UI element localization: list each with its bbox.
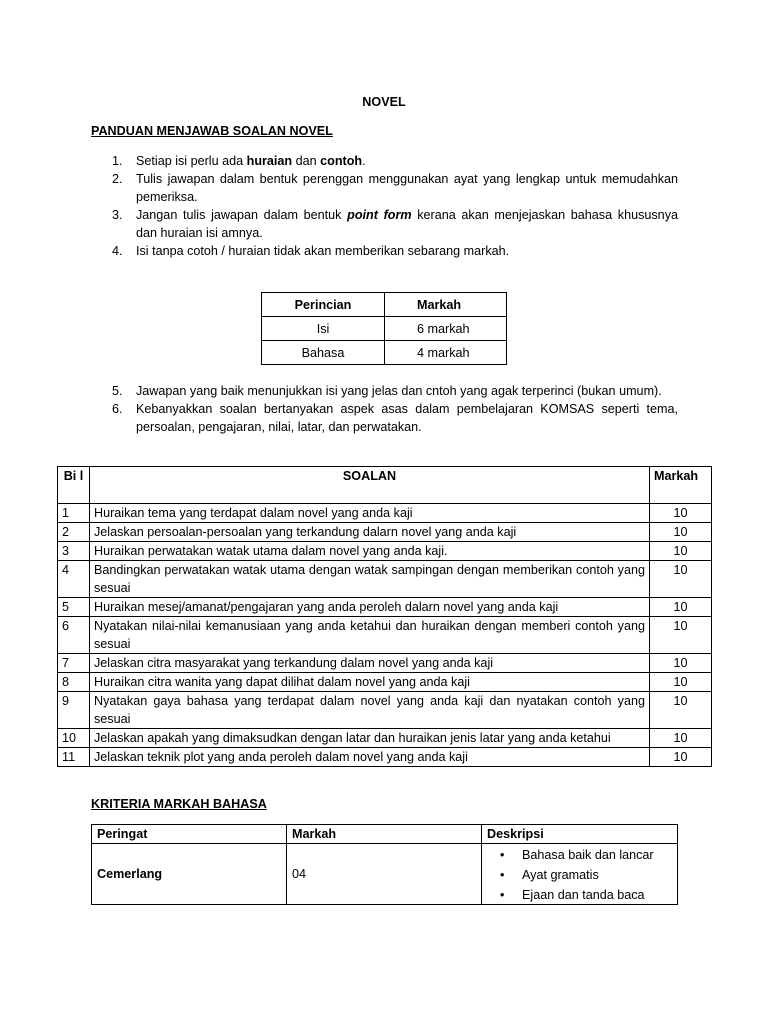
table-cell: Isi xyxy=(262,317,385,341)
table-header-cell: Markah xyxy=(385,293,507,317)
description-list xyxy=(482,844,671,904)
table-row xyxy=(262,317,507,341)
table-row: 3 Huraikan perwatakan watak utama dalam novel yang anda kaji. 10 xyxy=(58,542,712,561)
table-row: 7 Jelaskan citra masyarakat yang terkandung dalam novel yang anda kaji 10 xyxy=(58,654,712,673)
table-header-cell: Bi l xyxy=(58,467,90,504)
list-item: • Bahasa baik dan lancar xyxy=(482,844,671,864)
table-header-cell: Markah xyxy=(287,825,482,844)
marks-table xyxy=(261,292,507,365)
table-row xyxy=(262,341,507,365)
list-item: • Ayat gramatis xyxy=(482,864,671,884)
table-row: 9 Nyatakan gaya bahasa yang terdapat dalam novel yang anda kaji dan nyatakan contoh yang sesuai 10 xyxy=(58,692,712,729)
table-row: 2 Jelaskan persoalan-persoalan yang terkandung dalarn novel yang anda kaji 10 xyxy=(58,523,712,542)
list-item: 5. Jawapan yang baik menunjukkan isi yang jelas dan cntoh yang agak terperinci (bukan umum). xyxy=(112,384,662,398)
table-row: 5 Huraikan mesej/amanat/pengajaran yang anda peroleh dalarn novel yang anda kaji 10 xyxy=(58,598,712,617)
table-header-cell: SOALAN xyxy=(90,467,650,504)
table-cell: 04 xyxy=(287,844,482,905)
criteria-heading: KRITERIA MARKAH BAHASA xyxy=(91,797,267,811)
table-row: 6 Nyatakan nilai-nilai kemanusiaan yang anda ketahui dan huraikan dengan memberi contoh yang sesuai 10 xyxy=(58,617,712,654)
questions-table xyxy=(57,466,712,767)
table-header-row xyxy=(58,467,712,504)
list-item: 6. Kebanyakkan soalan bertanyakan aspek asas dalam pembelajaran KOMSAS seperti tema, persoalan, pengajaran, nilai, latar, dan perwatakan. xyxy=(112,402,678,434)
guide-list-continued xyxy=(112,382,678,436)
criteria-table xyxy=(91,824,678,905)
table-cell xyxy=(482,844,678,905)
list-item: • Ejaan dan tanda baca xyxy=(482,884,671,904)
table-cell: Cemerlang xyxy=(92,844,287,905)
guide-heading: PANDUAN MENJAWAB SOALAN NOVEL xyxy=(91,124,333,138)
table-header-cell: Markah xyxy=(650,467,712,504)
table-row: 1 Huraikan tema yang terdapat dalam novel yang anda kaji 10 xyxy=(58,504,712,523)
table-header-cell: Deskripsi xyxy=(482,825,678,844)
table-row: 8 Huraikan citra wanita yang dapat dilihat dalam novel yang anda kaji 10 xyxy=(58,673,712,692)
list-item: 2. Tulis jawapan dalam bentuk perenggan menggunakan ayat yang lengkap untuk memudahkan pemeriksa. xyxy=(112,172,678,204)
page-title: NOVEL xyxy=(362,95,406,109)
table-header-cell: Perincian xyxy=(262,293,385,317)
guide-list xyxy=(112,152,678,260)
list-item: 4. Isi tanpa cotoh / huraian tidak akan memberikan sebarang markah. xyxy=(112,244,510,258)
table-cell: 6 markah xyxy=(385,317,507,341)
table-row: 4 Bandingkan perwatakan watak utama dengan watak sampingan dengan memberikan contoh yang sesuai 10 xyxy=(58,561,712,598)
list-item: 1. Setiap isi perlu ada huraian dan contoh. xyxy=(112,154,366,168)
table-header-cell: Peringat xyxy=(92,825,287,844)
list-item: 3. Jangan tulis jawapan dalam bentuk point form kerana akan menjejaskan bahasa khususnya dan huraian isi amnya. xyxy=(112,208,678,240)
table-header-row xyxy=(262,293,507,317)
table-cell: 4 markah xyxy=(385,341,507,365)
table-header-row xyxy=(92,825,678,844)
table-row: 11 Jelaskan teknik plot yang anda peroleh dalam novel yang anda kaji 10 xyxy=(58,748,712,767)
table-row xyxy=(92,844,678,905)
table-row: 10 Jelaskan apakah yang dimaksudkan dengan latar dan huraikan jenis latar yang anda ketahui 10 xyxy=(58,729,712,748)
table-cell: Bahasa xyxy=(262,341,385,365)
